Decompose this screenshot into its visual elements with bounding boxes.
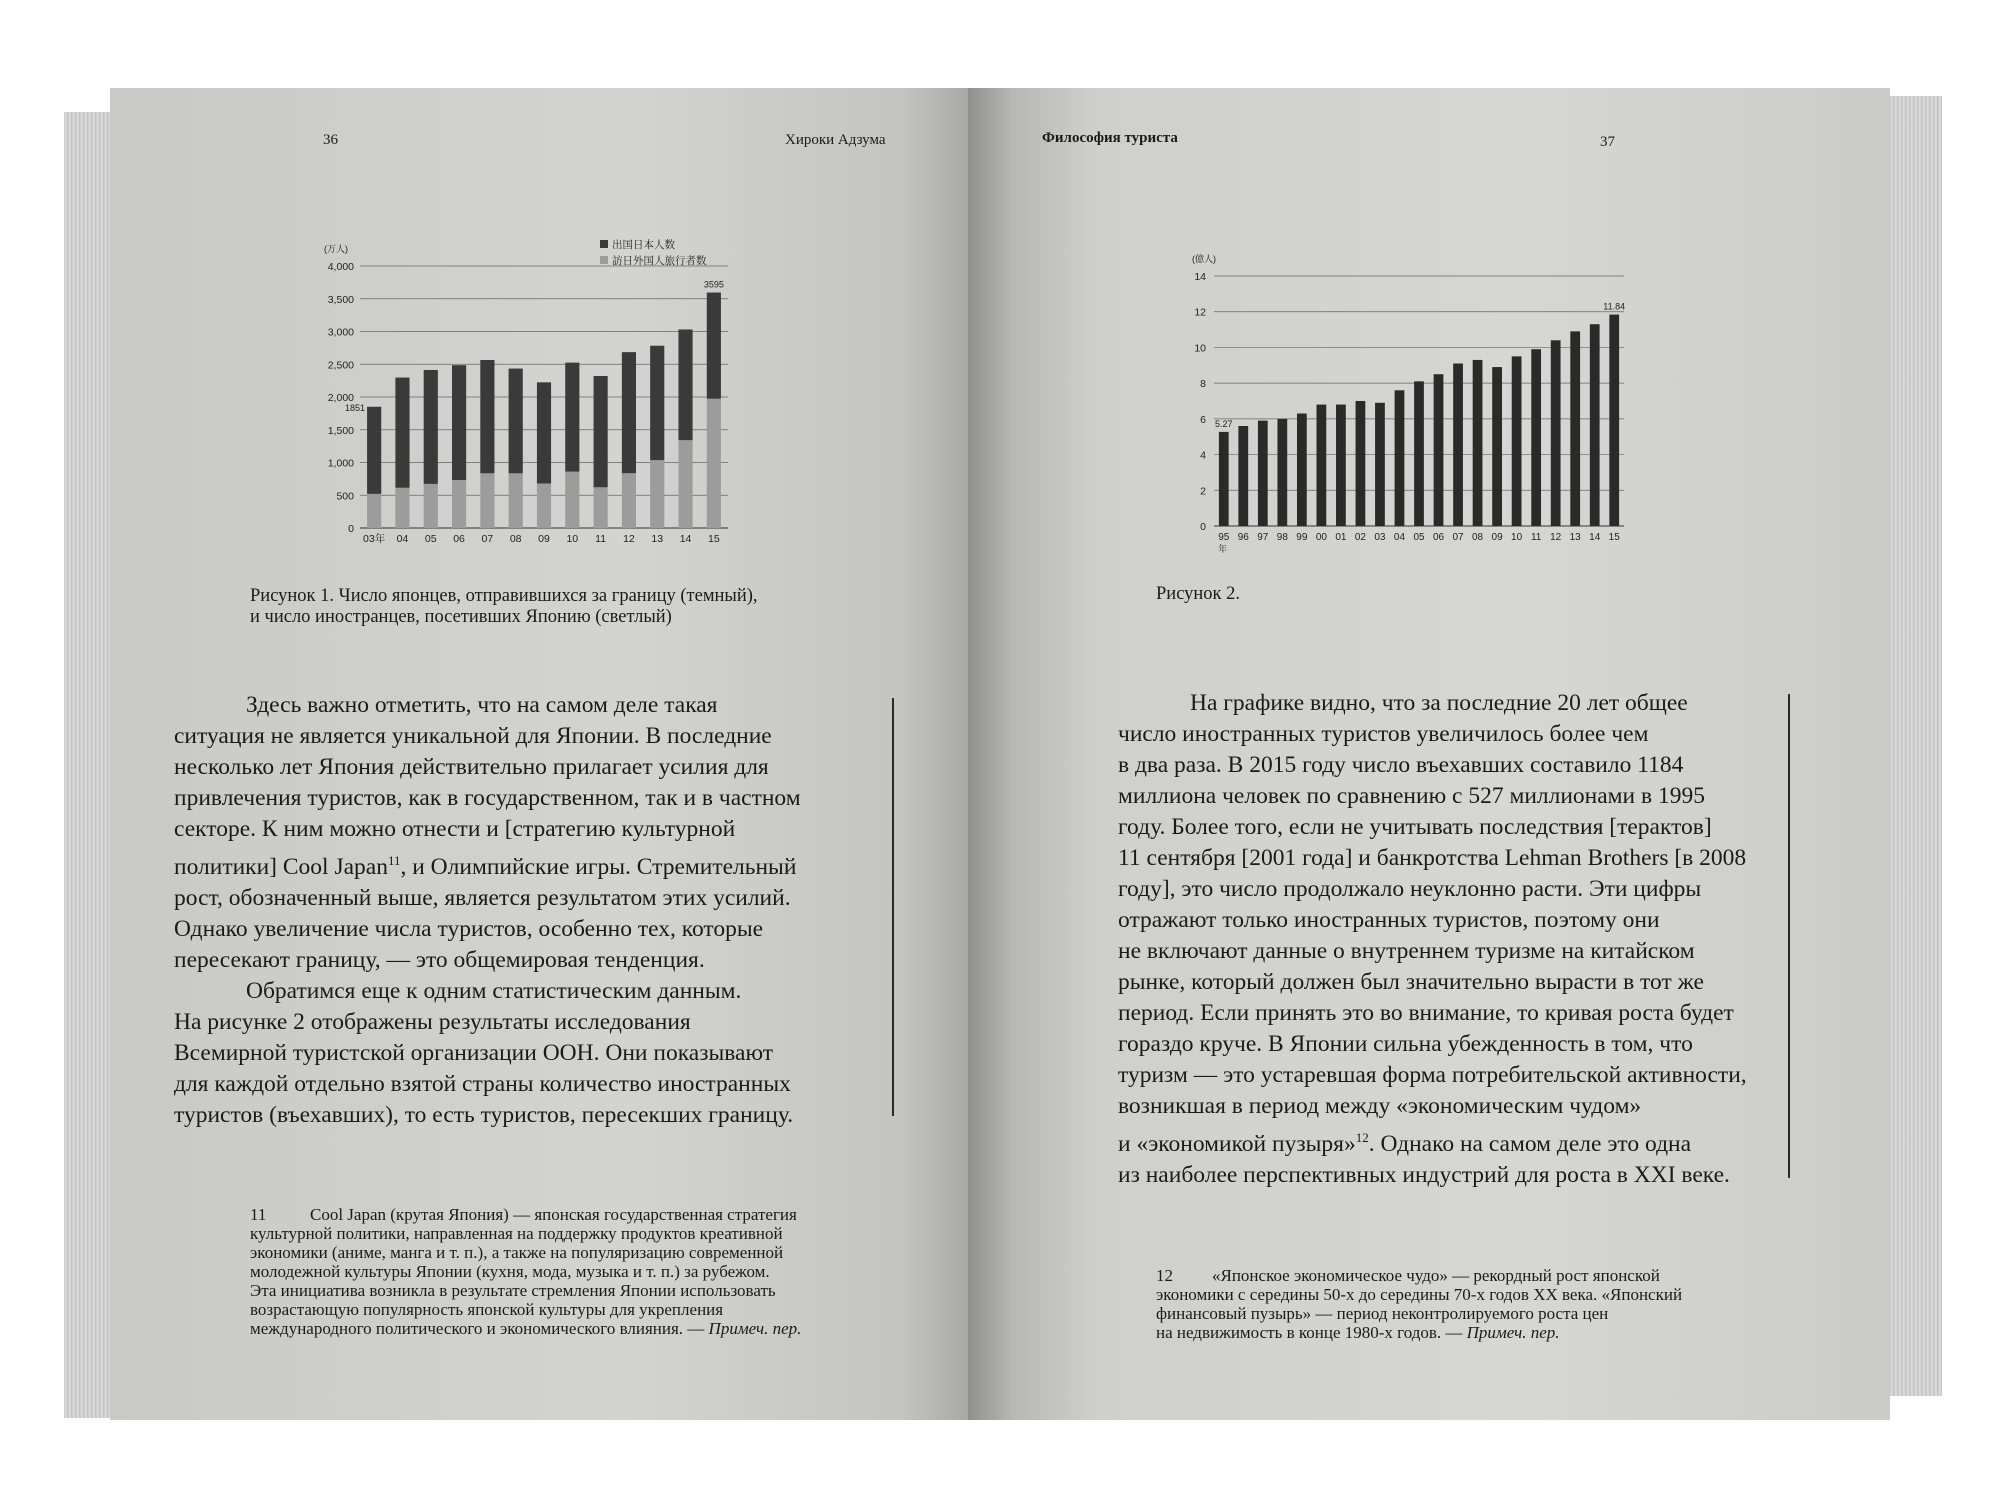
figure-1-caption xyxy=(250,586,758,628)
bar xyxy=(1317,405,1327,526)
footnote-ref: 11 xyxy=(387,853,401,868)
bar-segment-visitors xyxy=(509,473,523,528)
body-line: привлечения туристов, как в государственном, так и в частном xyxy=(174,785,801,811)
bar-segment-outbound xyxy=(509,369,523,474)
body-line xyxy=(1118,1122,1838,1160)
body-line: секторе. К ним можно отнести и [стратегию культурной xyxy=(174,816,736,842)
data-label: 3595 xyxy=(703,279,724,290)
right-running-head: Философия туриста xyxy=(1042,130,1178,146)
bar xyxy=(1414,381,1424,526)
y-tick-label: 500 xyxy=(336,490,354,503)
body-fragment: политики] Cool Japan xyxy=(174,853,388,880)
body-fragment: и «экономикой пузыря» xyxy=(1118,1130,1356,1157)
body-line: Обратимся еще к одним статистическим данным. xyxy=(246,977,742,1004)
body-line: из наиболее перспективных индустрий для роста в XXI веке. xyxy=(1118,1161,1730,1188)
y-tick-label: 12 xyxy=(1194,306,1206,319)
footnote-line: Cool Japan (крутая Япония) — японская государственная стратегия xyxy=(310,1205,797,1224)
bar xyxy=(1375,403,1385,526)
footnote-line: культурной политики, направленная на поддержку продуктов креативной xyxy=(250,1224,783,1243)
body-line: Здесь важно отметить, что на самом деле такая xyxy=(246,692,718,718)
body-line: возникшая в период между «экономическим чудом» xyxy=(1118,1093,1642,1119)
bar xyxy=(1609,315,1619,526)
y-tick-label: 6 xyxy=(1200,413,1206,426)
bar xyxy=(1297,414,1307,527)
x-tick-label: 06 xyxy=(1432,532,1445,543)
body-line: в два раза. В 2015 году число въехавших составило 1184 xyxy=(1118,752,1684,778)
bar xyxy=(1453,364,1463,527)
translator-note: Примеч. пер. xyxy=(708,1319,802,1338)
x-tick-label: 02 xyxy=(1354,532,1366,543)
body-line: рост, обозначенный выше, является результатом этих усилий. xyxy=(174,884,791,911)
x-tick-label: 00 xyxy=(1315,532,1327,543)
body-fragment: . Однако на самом деле это одна xyxy=(1368,1130,1692,1157)
y-tick-label: 1,500 xyxy=(327,424,354,437)
legend-swatch-light xyxy=(600,256,608,264)
footnote-line: «Японское экономическое чудо» — рекордный рост японской xyxy=(1212,1266,1660,1285)
x-tick-label: 04 xyxy=(1393,532,1406,543)
bar xyxy=(1590,324,1600,526)
bar xyxy=(1258,421,1268,526)
body-line xyxy=(174,845,874,883)
bar-segment-visitors xyxy=(367,494,381,528)
x-tick-label: 08 xyxy=(1472,532,1484,543)
footnote-number: 12 xyxy=(1156,1266,1173,1285)
bar xyxy=(1570,331,1580,526)
footnote-line: финансовый пузырь» — период неконтролируемого роста цен xyxy=(1156,1304,1609,1323)
figure-1-unit-label: (万人) xyxy=(324,244,348,254)
footnote-line: возрастающую популярность японской культуры для укрепления xyxy=(250,1300,724,1319)
body-line: рынке, который должен был значительно вырасти в тот же xyxy=(1118,969,1704,995)
x-tick-label: 98 xyxy=(1276,532,1288,543)
bar-segment-visitors xyxy=(650,460,664,528)
x-tick-label: 03年 xyxy=(363,533,386,545)
body-line: году. Более того, если не учитывать последствия [терактов] xyxy=(1118,814,1712,840)
body-line: году], это число продолжало неуклонно расти. Эти цифры xyxy=(1118,876,1702,902)
x-tick-label: 08 xyxy=(509,533,522,545)
footnote-ref: 12 xyxy=(1355,1130,1369,1145)
y-tick-label: 10 xyxy=(1194,342,1206,355)
bar-segment-visitors xyxy=(594,487,608,528)
figure-2-caption: Рисунок 2. xyxy=(1156,584,1241,604)
footnote-line: международного политического и экономического влияния. — xyxy=(250,1319,705,1338)
x-tick-label: 04 xyxy=(396,533,409,545)
y-tick-label: 0 xyxy=(348,523,354,535)
bar-segment-visitors xyxy=(452,480,466,528)
x-tick-label: 15 xyxy=(708,533,720,545)
figure-2-chart xyxy=(1180,250,1640,560)
x-tick-label: 09 xyxy=(538,533,550,545)
body-line: 11 сентября [2001 года] и банкротства Lehman Brothers [в 2008 xyxy=(1118,845,1747,871)
legend-swatch-dark xyxy=(600,240,608,248)
bar xyxy=(1356,401,1366,526)
body-line: миллиона человек по сравнению с 527 миллионами в 1995 xyxy=(1118,783,1705,809)
y-tick-label: 2 xyxy=(1200,485,1206,498)
x-tick-label: 12 xyxy=(1550,532,1562,543)
bar-segment-outbound xyxy=(480,360,494,473)
footnote-line: экономики с середины 50-х до середины 70-х годов XX века. «Японский xyxy=(1156,1285,1683,1304)
y-tick-label: 3,000 xyxy=(327,326,354,339)
y-tick-label: 4 xyxy=(1200,449,1206,462)
bar xyxy=(1512,356,1522,526)
x-tick-label: 03 xyxy=(1374,532,1386,543)
x-tick-label: 10 xyxy=(1511,532,1523,543)
data-label: 5.27 xyxy=(1214,418,1233,429)
body-line: отражают только иностранных туристов, поэтому они xyxy=(1118,907,1660,933)
caption-line: и число иностранцев, посетивших Японию (светлый) xyxy=(250,607,672,627)
y-tick-label: 1,000 xyxy=(327,457,354,470)
bar xyxy=(1473,360,1483,526)
x-tick-label: 99 xyxy=(1296,532,1308,543)
bar-segment-visitors xyxy=(565,472,579,528)
body-line: число иностранных туристов увеличилось более чем xyxy=(1118,721,1649,747)
figure-2-unit-label: (億人) xyxy=(1192,254,1216,264)
left-margin-rule xyxy=(892,698,894,1116)
body-line: туризм — это устаревшая форма потребительской активности, xyxy=(1118,1062,1747,1088)
x-tick-label: 97 xyxy=(1257,532,1269,543)
x-tick-label: 10 xyxy=(566,533,579,545)
body-fragment: , и Олимпийские игры. Стремительный xyxy=(400,853,797,880)
translator-note: Примеч. пер. xyxy=(1466,1323,1560,1342)
bar xyxy=(1238,426,1248,526)
body-line: Однако увеличение числа туристов, особенно тех, которые xyxy=(174,915,764,942)
body-line: ситуация не является уникальной для Японии. В последние xyxy=(174,723,772,749)
bar xyxy=(1434,374,1444,526)
bar-segment-visitors xyxy=(424,484,438,528)
left-page-edges xyxy=(64,112,116,1418)
bar-segment-outbound xyxy=(594,376,608,487)
footnote-line: молодежной культуры Японии (кухня, мода, музыка и т. п.) за рубежом. xyxy=(250,1262,770,1281)
y-tick-label: 0 xyxy=(1200,521,1206,533)
x-tick-label: 01 xyxy=(1335,532,1347,543)
bar-segment-outbound xyxy=(707,293,721,399)
bar-segment-visitors xyxy=(395,488,409,528)
bar-segment-outbound xyxy=(622,352,636,473)
x-tick-label: 12 xyxy=(623,533,635,545)
x-tick-label: 05 xyxy=(424,533,437,545)
footnote-number: 11 xyxy=(250,1205,267,1224)
figure-1-chart xyxy=(310,232,740,562)
body-line: пересекают границу, — это общемировая тенденция. xyxy=(174,946,705,973)
bar xyxy=(1277,419,1287,526)
y-tick-label: 2,000 xyxy=(327,392,354,404)
x-tick-label: 11 xyxy=(595,533,607,545)
bar-segment-visitors xyxy=(480,473,494,528)
body-line: период. Если принять это во внимание, то кривая роста будет xyxy=(1118,1000,1734,1026)
body-line: не включают данные о внутреннем туризме на китайском xyxy=(1118,938,1695,964)
data-label: 11.84 xyxy=(1603,301,1626,312)
bar xyxy=(1395,390,1405,526)
right-page-number: 37 xyxy=(1600,134,1615,150)
bar-segment-outbound xyxy=(367,407,381,494)
footnote-line: экономики (аниме, манга и т. п.), а также на популяризацию современной xyxy=(250,1243,784,1262)
right-page-edges xyxy=(1890,96,1942,1396)
legend-label-light: 訪日外国人旅行者数 xyxy=(612,255,707,267)
left-running-head: Хироки Адзума xyxy=(785,132,886,148)
y-tick-label: 2,500 xyxy=(327,359,354,372)
right-body-text xyxy=(1118,688,1838,1191)
body-line: туристов (въехавших), то есть туристов, пересекших границу. xyxy=(174,1101,794,1128)
footnote-line: Эта инициатива возникла в результате стремления Японии использовать xyxy=(250,1281,776,1300)
body-line: На графике видно, что за последние 20 лет общее xyxy=(1190,690,1688,716)
right-margin-rule xyxy=(1788,694,1790,1178)
bar-segment-outbound xyxy=(452,365,466,480)
x-tick-label: 06 xyxy=(453,533,465,545)
bar-segment-outbound xyxy=(424,370,438,484)
body-line: гораздо круче. В Японии сильна убежденность в том, что xyxy=(1118,1031,1693,1057)
x-tick-label: 05 xyxy=(1413,532,1425,543)
x-tick-label: 09 xyxy=(1491,532,1503,543)
bar xyxy=(1531,349,1541,526)
bar-segment-visitors xyxy=(622,473,636,528)
bar-segment-visitors xyxy=(537,484,551,528)
bar-segment-outbound xyxy=(678,329,692,440)
figure-2-year-suffix: 年 xyxy=(1218,544,1228,554)
data-label: 1851 xyxy=(345,402,366,413)
bar-segment-outbound xyxy=(395,378,409,488)
bar xyxy=(1219,432,1229,526)
x-tick-label: 07 xyxy=(1452,532,1464,543)
x-tick-label: 14 xyxy=(679,533,692,545)
caption-line: Рисунок 1. Число японцев, отправившихся за границу (темный), xyxy=(250,586,758,606)
bar xyxy=(1551,340,1561,526)
bar-segment-outbound xyxy=(537,382,551,483)
bar xyxy=(1492,367,1502,526)
y-tick-label: 4,000 xyxy=(327,261,354,273)
x-tick-label: 96 xyxy=(1237,532,1249,543)
x-tick-label: 07 xyxy=(481,533,494,545)
footnote-12 xyxy=(1156,1266,1682,1342)
y-tick-label: 3,500 xyxy=(327,293,354,306)
x-tick-label: 14 xyxy=(1589,532,1601,543)
x-tick-label: 13 xyxy=(1569,532,1581,543)
left-body-text xyxy=(174,690,874,1131)
left-page-number: 36 xyxy=(323,132,338,148)
bar xyxy=(1336,405,1346,526)
body-line: для каждой отдельно взятой страны количество иностранных xyxy=(174,1070,791,1097)
y-tick-label: 8 xyxy=(1200,378,1206,391)
x-tick-label: 15 xyxy=(1608,532,1620,543)
footnote-line: на недвижимость в конце 1980-х годов. — xyxy=(1156,1323,1463,1342)
footnote-11 xyxy=(250,1205,801,1338)
x-tick-label: 95 xyxy=(1218,532,1230,543)
bar-segment-visitors xyxy=(707,399,721,528)
bar-segment-outbound xyxy=(565,363,579,472)
body-line: несколько лет Япония действительно прилагает усилия для xyxy=(174,754,769,780)
y-tick-label: 14 xyxy=(1194,271,1206,283)
x-tick-label: 13 xyxy=(651,533,664,545)
x-tick-label: 11 xyxy=(1530,532,1542,543)
legend-label-dark: 出国日本人数 xyxy=(612,239,675,251)
body-line: На рисунке 2 отображены результаты исследования xyxy=(174,1008,691,1035)
bar-segment-outbound xyxy=(650,346,664,460)
body-line: Всемирной туристской организации ООН. Они показывают xyxy=(174,1039,773,1066)
bar-segment-visitors xyxy=(678,440,692,528)
